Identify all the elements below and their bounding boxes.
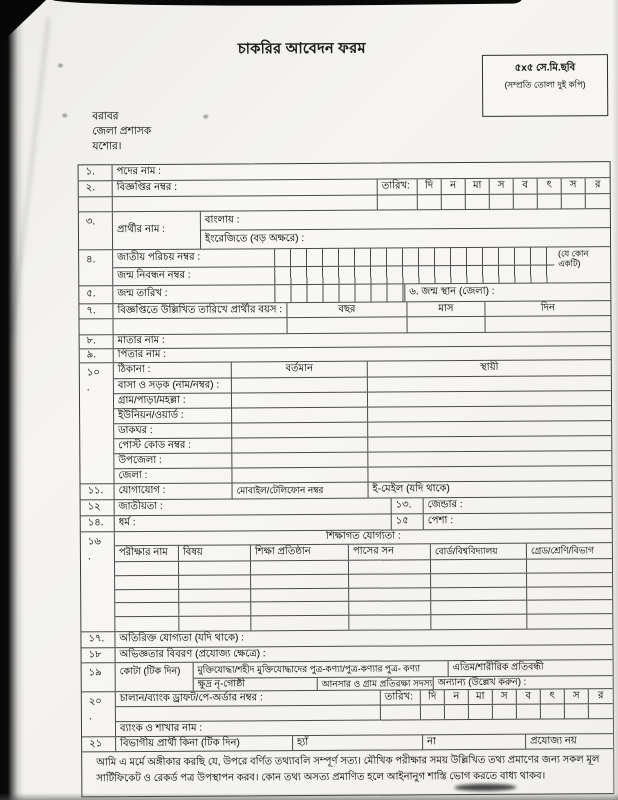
age-years-cell bbox=[287, 317, 407, 333]
edu-empty-cell bbox=[115, 576, 179, 589]
row-education bbox=[81, 529, 613, 632]
photo-box-size-label: ৫x৫ সে.মি.ছবি bbox=[514, 62, 576, 74]
name-english-label: ইংরেজিতে (বড় অক্ষরে) : bbox=[204, 232, 305, 245]
address-present-cell bbox=[232, 423, 368, 438]
serial-9: ৯. bbox=[80, 349, 114, 362]
edu-empty-cell bbox=[115, 562, 179, 575]
date-entry-cell bbox=[562, 194, 586, 208]
row-declaration bbox=[82, 749, 613, 796]
address-line-district: যশোর। bbox=[92, 140, 122, 153]
post-name-label: পদের নাম : bbox=[116, 165, 161, 178]
option-yes: হ্যাঁ bbox=[293, 735, 423, 750]
address-present-cell bbox=[232, 408, 368, 423]
serial-11: ১১. bbox=[81, 484, 115, 499]
serial-5: ৫. bbox=[79, 286, 113, 303]
option-not-applicable: প্রযোজ্য নয় bbox=[530, 734, 577, 747]
edu-empty-cell bbox=[431, 587, 527, 600]
edu-empty-cell bbox=[431, 560, 527, 573]
challan-date-entry-cell bbox=[445, 705, 469, 719]
birth-reg-number-boxes bbox=[275, 265, 554, 284]
application-form-table bbox=[78, 161, 615, 797]
age-label: বিজ্ঞপ্তিতে উল্লিখিত তারিখে প্রার্থীর বয়স : bbox=[113, 303, 287, 318]
scan-speck bbox=[62, 113, 67, 117]
edu-empty-cell bbox=[251, 602, 349, 615]
date-entry-cell bbox=[586, 194, 610, 208]
serial-15: ১৫ bbox=[392, 514, 424, 529]
scan-speck bbox=[203, 115, 208, 119]
contact-email-label: ই-মেইল (যদি থাকে) bbox=[372, 483, 450, 495]
date-cell-month1: মা bbox=[466, 179, 490, 194]
edu-empty-cell bbox=[251, 561, 349, 574]
address-permanent-cell bbox=[368, 436, 611, 451]
challan-date-cell: ন bbox=[445, 690, 469, 704]
challan-date-cell: র bbox=[598, 689, 604, 701]
challan-date-entry-cell bbox=[589, 704, 613, 718]
challan-date-label: তারিখ: bbox=[381, 690, 421, 704]
address-present-cell bbox=[232, 393, 368, 408]
gender-label: জেন্ডার : bbox=[427, 499, 463, 511]
extra-qualification-label: অতিরিক্ত যোগ্যতা (যদি থাকে) : bbox=[119, 632, 244, 645]
serial-10: ১০ bbox=[86, 367, 100, 379]
challan-date-entry-cell bbox=[565, 704, 589, 718]
challan-date-cell: দি bbox=[421, 690, 445, 704]
serial-20: ২০ bbox=[88, 696, 102, 708]
edu-empty-cell bbox=[527, 587, 612, 600]
serial-2: ২. bbox=[79, 181, 113, 196]
serial-21: ২১ bbox=[82, 737, 116, 751]
address-permanent-cell bbox=[368, 451, 611, 466]
edu-empty-cell bbox=[527, 573, 612, 586]
challan-number-label: চালান/ব্যাংক ড্রাফট/পে-অর্ডার নম্বর : bbox=[116, 691, 381, 707]
address-permanent-cell bbox=[368, 391, 611, 406]
departmental-candidate-label: বিভাগীয় প্রার্থী কিনা (টিক দিন) bbox=[116, 736, 293, 751]
date-cell-day1: দি bbox=[418, 179, 442, 194]
address-line-to: বরাবর bbox=[92, 110, 119, 123]
age-years-header: বছর bbox=[287, 302, 407, 317]
edu-empty-cell bbox=[431, 601, 527, 614]
address-present-cell bbox=[232, 378, 368, 393]
challan-date-entry-cell bbox=[541, 704, 565, 718]
any-one-note: (যে কোন একটি) bbox=[558, 248, 589, 269]
edu-empty-cell bbox=[179, 575, 251, 588]
challan-date-cell: স bbox=[493, 690, 517, 704]
row-address bbox=[80, 360, 612, 484]
serial-3: ৩. bbox=[79, 212, 113, 249]
address-postcode-label: পোস্ট কোড নম্বর : bbox=[114, 438, 232, 453]
mother-name-label: মাতার নাম : bbox=[117, 334, 165, 347]
challan-date-entry-cell bbox=[517, 705, 541, 719]
applicant-name-label: প্রার্থীর নাম : bbox=[113, 212, 201, 250]
quota-option-ansar-vdp: আনসার ও গ্রাম প্রতিরক্ষা সদস্য bbox=[318, 677, 434, 690]
edu-empty-cell bbox=[527, 614, 612, 628]
address-line-dc: জেলা প্রশাসক bbox=[92, 124, 152, 138]
address-permanent-cell bbox=[368, 376, 611, 391]
quota-option-ethnic-minority: ক্ষুদ্র নৃ-গোষ্ঠী bbox=[194, 678, 318, 691]
name-bangla-label: বাংলায় : bbox=[204, 213, 240, 226]
scan-edge-left bbox=[0, 0, 24, 800]
edu-header-institution: শিক্ষা প্রতিষ্ঠান bbox=[251, 545, 349, 561]
address-present-cell bbox=[232, 453, 368, 468]
challan-date-cell: ব bbox=[517, 690, 541, 704]
birth-place-label: ৬. জন্ম স্থান (জেলা) : bbox=[409, 285, 495, 298]
date-entry-cell bbox=[442, 195, 466, 209]
quota-option-orphan-disabled: এতিম/শারীরিক প্রতিবন্ধী bbox=[452, 661, 544, 674]
serial-16-dot: . bbox=[87, 551, 91, 563]
edu-header-grade: গ্রেড/শ্রেণি/বিভাগ bbox=[530, 545, 594, 556]
edu-header-subject: বিষয় bbox=[179, 545, 251, 560]
nid-number-boxes bbox=[275, 248, 554, 267]
serial-20-dot: . bbox=[88, 711, 92, 723]
scan-edge-right bbox=[612, 0, 618, 800]
quota-option-others: অন্যান্য (উল্লেখ করুন) : bbox=[437, 676, 527, 688]
serial-7: ৭. bbox=[79, 304, 113, 318]
contact-mobile-label: মোবাইল/টেলিফোন নম্বর bbox=[233, 483, 369, 499]
date-cell-day2: ন bbox=[442, 179, 466, 194]
photo-box bbox=[482, 54, 608, 117]
address-village-label: গ্রাম/পাড়া/মহল্লা : bbox=[114, 393, 232, 408]
address-label: ঠিকানা : bbox=[114, 362, 232, 378]
option-no: না bbox=[423, 735, 526, 750]
date-cell-year4: র bbox=[594, 179, 601, 191]
edu-header-exam: পরীক্ষার নাম bbox=[115, 546, 179, 561]
serial-4: ৪. bbox=[79, 250, 113, 285]
address-present-cell bbox=[232, 468, 368, 484]
address-block bbox=[92, 109, 151, 154]
quota-option-freedom-fighter: মুক্তিযোদ্ধা/শহীদ মুক্তিযোদ্ধাদের পুত্র-কণ্যা/পুত্র-কণ্যার পুত্র- কণ্যা bbox=[194, 661, 449, 678]
scan-edge-bottom bbox=[0, 793, 618, 800]
date-entry-cell bbox=[418, 195, 442, 209]
edu-empty-cell bbox=[179, 617, 251, 631]
contact-label: যোগাযোগ : bbox=[115, 483, 233, 499]
serial-13: ১৩. bbox=[392, 498, 424, 513]
serial-18: ১৮ bbox=[82, 648, 116, 662]
serial-10-dot: . bbox=[86, 382, 90, 394]
edu-header-passing-year: পাসের সন bbox=[349, 544, 431, 560]
date-entry-cell bbox=[514, 195, 538, 209]
edu-empty-cell bbox=[179, 589, 251, 602]
row-challan bbox=[82, 689, 613, 737]
edu-empty-cell bbox=[349, 602, 431, 615]
profession-label: পেশা : bbox=[427, 515, 453, 527]
edu-empty-cell bbox=[251, 616, 349, 630]
edu-empty-cell bbox=[251, 575, 349, 588]
form-title: চাকরির আবেদন ফরম bbox=[237, 40, 366, 58]
address-permanent-header: স্থায়ী bbox=[480, 361, 499, 373]
birth-date-label: জন্ম তারিখ : bbox=[113, 285, 275, 303]
religion-label: ধর্ম : bbox=[115, 514, 392, 531]
edu-empty-cell bbox=[349, 560, 431, 573]
address-house-road-label: বাসা ও সড়ক (নাম/নম্বর) : bbox=[114, 378, 232, 393]
age-days-header: দিন bbox=[540, 301, 556, 314]
scan-speck bbox=[58, 63, 63, 67]
edu-empty-cell bbox=[527, 559, 612, 572]
serial-12: ১২ bbox=[81, 500, 115, 515]
address-upazila-label: উপজেলা : bbox=[114, 453, 232, 468]
edu-empty-cell bbox=[179, 603, 251, 616]
serial-17: ১৭. bbox=[81, 632, 115, 647]
challan-date-cell: স bbox=[565, 689, 589, 703]
date-entry-cell bbox=[490, 195, 514, 209]
serial-19: ১৯ bbox=[82, 663, 116, 691]
address-district-label: জেলা : bbox=[114, 468, 232, 484]
age-days-cell bbox=[485, 316, 610, 332]
edu-empty-cell bbox=[179, 561, 251, 574]
serial-8: ৮. bbox=[80, 335, 114, 348]
photo-box-note-label: (সম্প্রতি তোলা দুই কপি) bbox=[504, 79, 586, 90]
nationality-label: জাতীয়তা : bbox=[115, 498, 392, 515]
date-label: তারিখ: bbox=[378, 179, 418, 194]
edu-empty-cell bbox=[115, 617, 179, 631]
age-months-cell bbox=[407, 317, 485, 332]
age-months-header: মাস bbox=[407, 302, 485, 316]
challan-date-entry-cell bbox=[421, 705, 445, 719]
declaration-text: আমি এ মর্মে অঙ্গীকার করছি যে, উপরে বর্ণিত তথ্যাবলি সম্পূর্ণ সত্য। মৌখিক পরীক্ষার সময় উল্লিখিত তথ্য প্রমাণের জন্য সকল মূল সার্টিফিকেট ও রেকর্ড পত্র উপস্থাপন করব। কোন তথ্য অসত্য প্রমাণিত হলে আইনানুগ শাস্তি ভোগ করতে বাধ্য থাকব। bbox=[96, 754, 600, 784]
challan-date-cell: ৎ bbox=[541, 689, 565, 703]
address-present-header: বর্তমান bbox=[232, 362, 368, 378]
edu-empty-cell bbox=[431, 615, 527, 629]
date-entry-cell bbox=[538, 194, 562, 208]
challan-date-cell: মা bbox=[469, 690, 493, 704]
edu-empty-cell bbox=[115, 603, 179, 616]
address-permanent-cell bbox=[368, 406, 611, 421]
address-postoffice-label: ডাকঘর : bbox=[114, 423, 232, 438]
address-present-cell bbox=[232, 438, 368, 453]
bank-branch-label: ব্যাংক ও শাখার নাম : bbox=[119, 722, 203, 734]
edu-empty-cell bbox=[527, 601, 612, 614]
date-cell-year2: ৎ bbox=[538, 178, 562, 193]
serial-1: ১. bbox=[79, 165, 113, 180]
row-applicant-name bbox=[79, 209, 610, 250]
address-permanent-cell bbox=[368, 421, 611, 436]
serial-14: ১৪. bbox=[81, 516, 115, 531]
edu-empty-cell bbox=[251, 588, 349, 601]
serial-16: ১৬ bbox=[87, 536, 101, 548]
challan-date-entry-cell bbox=[493, 705, 517, 719]
birth-reg-number-label: জন্ম নিবন্ধন নম্বর : bbox=[113, 267, 275, 285]
address-permanent-cell bbox=[368, 466, 611, 482]
nid-number-label: জাতীয় পরিচয় নম্বর : bbox=[113, 249, 275, 267]
date-entry-cell bbox=[466, 195, 490, 209]
edu-empty-cell bbox=[115, 589, 179, 602]
date-cell-year3: স bbox=[562, 178, 586, 193]
quota-label: কোটা (টিক দিন) bbox=[116, 663, 194, 691]
notification-number-label: বিজ্ঞপ্তির নম্বর : bbox=[113, 180, 378, 197]
challan-date-entry-cell bbox=[469, 705, 493, 719]
row-nid-birthreg bbox=[79, 247, 610, 286]
edu-header-board: বোর্ড/বিশ্ববিদ্যালয় bbox=[431, 544, 527, 560]
education-title: শিক্ষাগত যোগ্যতা : bbox=[325, 530, 401, 542]
edu-empty-cell bbox=[349, 574, 431, 587]
date-cell-year1: ব bbox=[514, 179, 538, 194]
row-quota bbox=[82, 660, 613, 692]
birth-date-boxes bbox=[275, 284, 405, 302]
address-union-ward-label: ইউনিয়ন/ওয়ার্ড : bbox=[114, 408, 232, 423]
father-name-label: পিতার নাম : bbox=[117, 348, 167, 361]
experience-label: অভিজ্ঞতার বিবরণ (প্রযোজ্য ক্ষেত্রে) : bbox=[119, 647, 266, 660]
date-cell-month2: স bbox=[490, 179, 514, 194]
edu-empty-cell bbox=[349, 615, 431, 629]
edu-empty-cell bbox=[349, 588, 431, 601]
edu-empty-cell bbox=[431, 573, 527, 586]
